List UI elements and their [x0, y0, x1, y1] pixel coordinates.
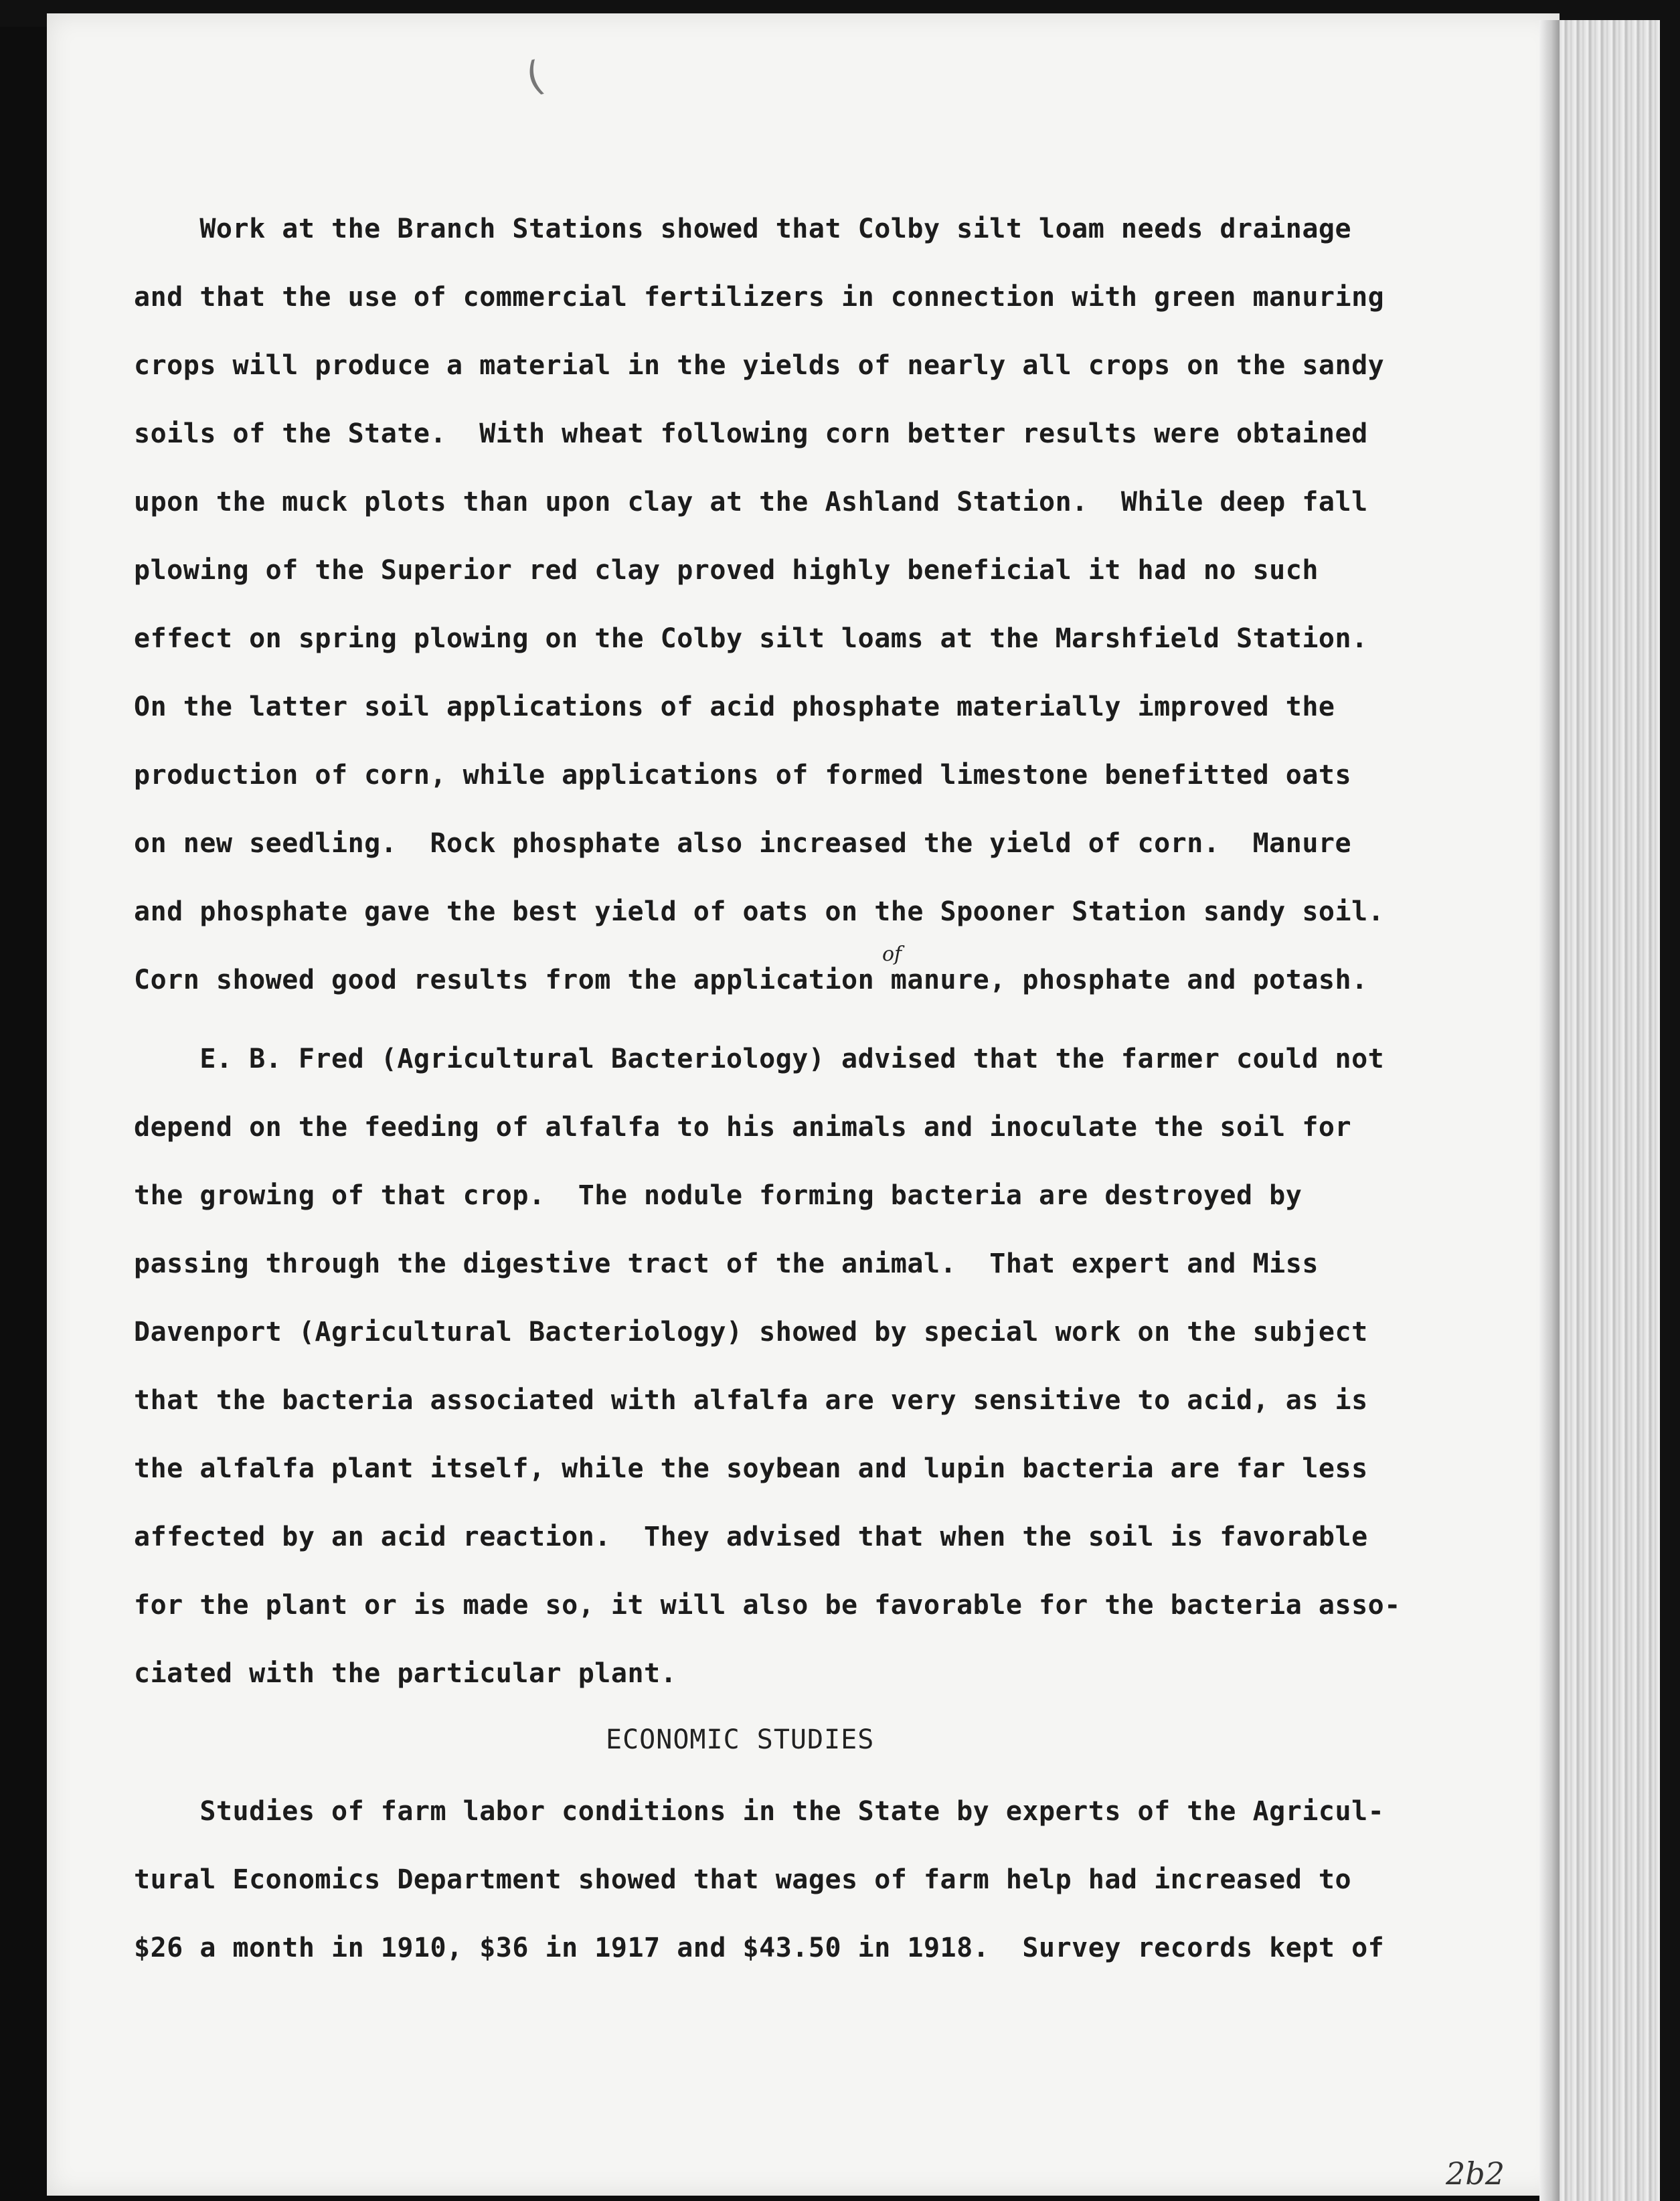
page-shadow-edge — [1539, 20, 1560, 2201]
stacked-page-edges — [1560, 20, 1660, 2201]
paragraph-1-line-1: Work at the Branch Stations showed that Colby silt loam needs drainage — [134, 214, 1352, 244]
paragraph-2-line-4: passing through the digestive tract of the animal. That expert and Miss — [134, 1248, 1319, 1279]
paragraph-2-line-1: E. B. Fred (Agricultural Bacteriology) advised that the farmer could not — [134, 1044, 1385, 1074]
paragraph-1-line-5: upon the muck plots than upon clay at the Ashland Station. While deep fall — [134, 487, 1368, 517]
paragraph-1-line-11: and phosphate gave the best yield of oats on the Spooner Station sandy soil. — [134, 896, 1385, 927]
paragraph-1-line-12: Corn showed good results from the application manure, phosphate and potash. — [134, 965, 1368, 995]
paragraph-2-line-8: affected by an acid reaction. They advised that when the soil is favorable — [134, 1522, 1368, 1552]
paragraph-1-line-8: On the latter soil applications of acid phosphate materially improved the — [134, 691, 1335, 722]
paragraph-1-line-2: and that the use of commercial fertilizers in connection with green manuring — [134, 282, 1385, 313]
paragraph-1-line-7: effect on spring plowing on the Colby silt loams at the Marshfield Station. — [134, 623, 1368, 654]
paragraph-2-line-9: for the plant or is made so, it will also be favorable for the bacteria asso- — [134, 1590, 1401, 1621]
paragraph-2-line-2: depend on the feeding of alfalfa to his animals and inoculate the soil for — [134, 1112, 1352, 1143]
paragraph-1-line-4: soils of the State. With wheat following corn better results were obtained — [134, 418, 1368, 449]
stray-pen-mark: ( — [516, 51, 552, 103]
economic-paragraph-line-1: Studies of farm labor conditions in the State by experts of the Agricul- — [134, 1796, 1385, 1827]
economic-paragraph-line-2: tural Economics Department showed that wages of farm help had increased to — [134, 1864, 1352, 1895]
handwritten-insertion: of — [882, 943, 902, 966]
economic-paragraph-line-3: $26 a month in 1910, $36 in 1917 and $43.50 in 1918. Survey records kept of — [134, 1933, 1385, 1963]
paragraph-1-line-10: on new seedling. Rock phosphate also increased the yield of corn. Manure — [134, 828, 1352, 859]
paragraph-2-line-10: ciated with the particular plant. — [134, 1658, 677, 1689]
paragraph-2-line-5: Davenport (Agricultural Bacteriology) showed by special work on the subject — [134, 1317, 1368, 1348]
scan-right-border — [1660, 0, 1680, 2201]
section-heading: ECONOMIC STUDIES — [606, 1724, 875, 1755]
paragraph-1-line-3: crops will produce a material in the yields of nearly all crops on the sandy — [134, 350, 1385, 381]
paragraph-2-line-3: the growing of that crop. The nodule forming bacteria are destroyed by — [134, 1180, 1303, 1211]
paragraph-2-line-6: that the bacteria associated with alfalfa are very sensitive to acid, as is — [134, 1385, 1368, 1416]
paragraph-1-line-6: plowing of the Superior red clay proved highly beneficial it had no such — [134, 555, 1319, 586]
paragraph-1-line-9: production of corn, while applications of formed limestone benefitted oats — [134, 760, 1352, 791]
paragraph-2-line-7: the alfalfa plant itself, while the soybean and lupin bacteria are far less — [134, 1453, 1368, 1484]
page-number: 2b2 — [1446, 2155, 1505, 2192]
